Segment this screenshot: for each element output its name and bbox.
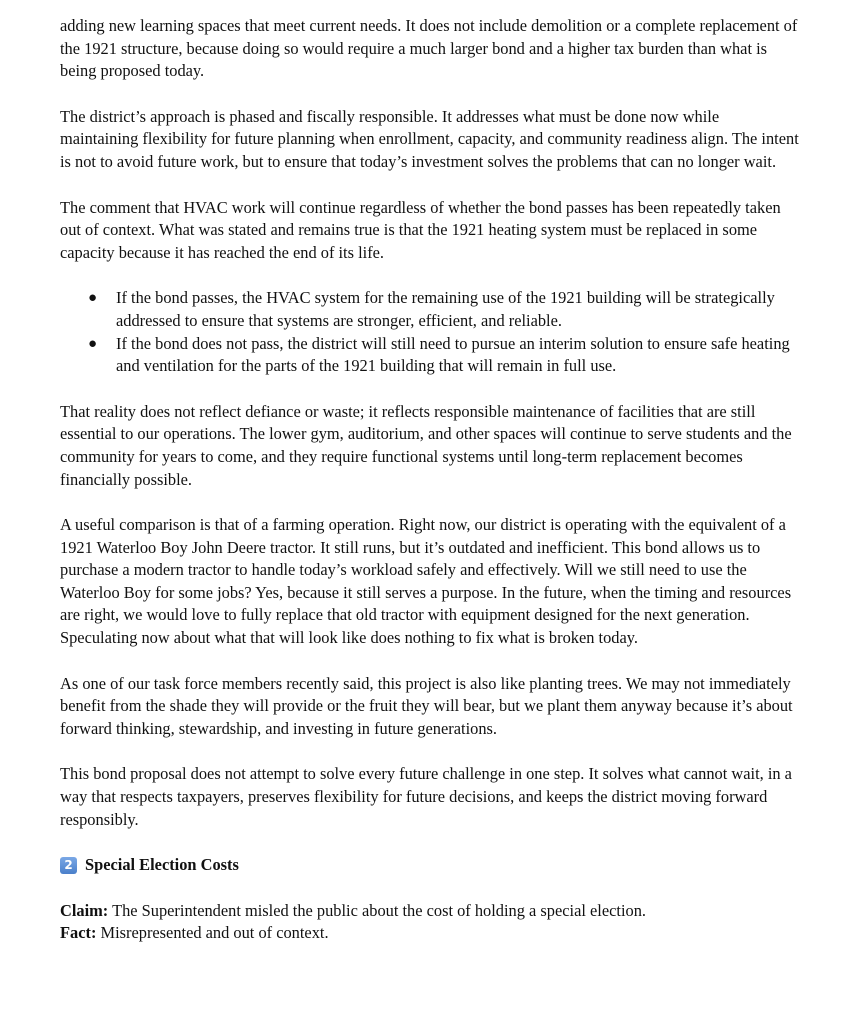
paragraph-tractor-comparison: A useful comparison is that of a farming operation. Right now, our district is operating with the equivalent of a 1921 Waterloo Boy John Deere tractor. It still runs, but it’s outdated and inefficient. This bond allows us to purchase a modern tractor to handle today’s workload safely and effectively. Will we still need to use the Waterloo Boy for some jobs? Yes, because it still serves a purpose. In the future, when the timing and resources are right, we would love to fully replace that old tractor with equipment designed for the next generation. Speculating now about what that will look like does nothing to fix what is broken today. xyxy=(60,515,792,648)
fact-label: Fact: xyxy=(60,923,97,943)
claim-fact-block xyxy=(60,900,800,945)
paragraph-phased-approach: The district’s approach is phased and fiscally responsible. It addresses what must be done now while maintaining flexibility for future planning when enrollment, capacity, and community readiness align. The intent is not to avoid future work, but to ensure that today’s investment solves the problems that can no longer wait. xyxy=(60,106,799,171)
paragraph-planting-trees: As one of our task force members recently said, this project is also like planting trees. We may not immediately benefit from the shade they will provide or the fruit they will bear, but we plant them anyway because it’s about forward thinking, stewardship, and investing in future generations. xyxy=(60,673,793,738)
paragraph-scope: adding new learning spaces that meet current needs. It does not include demolition or a complete replacement of the 1921 structure, because doing so would require a much larger bond and a higher tax burden than what is being proposed today. xyxy=(60,16,798,81)
bullet-icon: ● xyxy=(88,335,98,352)
bullet-text: If the bond does not pass, the district will still need to pursue an interim solution to ensure safe heating and ventilation for the parts of the 1921 building that will remain in full use. xyxy=(116,333,790,376)
list-item xyxy=(88,333,800,378)
section-title: Special Election Costs xyxy=(85,855,239,875)
section-heading xyxy=(60,854,800,877)
fact-text: Misrepresented and out of context. xyxy=(96,923,329,943)
paragraph-hvac-context: The comment that HVAC work will continue regardless of whether the bond passes has been repeatedly taken out of context. What was stated and remains true is that the 1921 heating system must be replaced in some capacity because it has reached the end of its life. xyxy=(60,197,781,262)
bullet-text: If the bond passes, the HVAC system for the remaining use of the 1921 building will be strategically addressed to ensure that systems are stronger, efficient, and reliable. xyxy=(116,288,775,330)
bullet-icon: ● xyxy=(88,290,98,307)
claim-line xyxy=(60,900,800,923)
paragraph-conclusion: This bond proposal does not attempt to solve every future challenge in one step. It solves what cannot wait, in a way that respects taxpayers, preserves flexibility for future decisions, and keeps the district moving forward responsibly. xyxy=(60,764,792,829)
document-body xyxy=(60,15,800,945)
fact-line xyxy=(60,922,800,945)
list-item xyxy=(88,287,800,332)
claim-label: Claim: xyxy=(60,900,109,920)
paragraph-maintenance: That reality does not reflect defiance or waste; it reflects responsible maintenance of facilities that are still essential to our operations. The lower gym, auditorium, and other spaces will continue to serve students and the community for years to come, and they require functional systems until long-term replacement becomes financially possible. xyxy=(60,401,792,489)
hvac-bullet-list xyxy=(60,287,800,377)
claim-text: The Superintendent misled the public about the cost of holding a special election. xyxy=(108,900,646,920)
keycap-digit-two-icon: 2 xyxy=(60,857,77,874)
